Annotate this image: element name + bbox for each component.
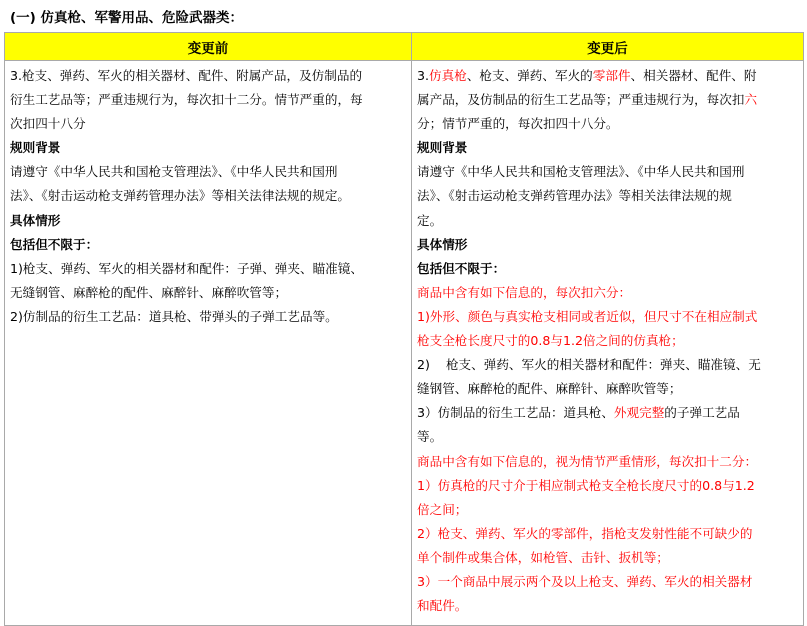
before-rule-line: 次扣四十八分 bbox=[10, 116, 86, 132]
before-cell bbox=[5, 61, 412, 626]
comparison-table bbox=[4, 32, 804, 626]
six-point-item-line bbox=[417, 401, 798, 425]
after-background-line: 法》、《射击运动枪支弹药管理办法》等相关法律法规的规 bbox=[417, 188, 732, 204]
after-situation-heading: 具体情形 bbox=[417, 236, 468, 252]
serious-item-line: 单个制件或集合体，如枪管、击针、扳机等； bbox=[417, 549, 669, 565]
after-cell bbox=[412, 61, 804, 626]
six-point-item-line: 1)外形、颜色与真实枪支相同或者近似，但尺寸不在相应制式 bbox=[417, 308, 758, 324]
highlight-text: 仿真枪 bbox=[429, 68, 467, 83]
before-rule-line: 衍生工艺品等；严重违规行为，每次扣十二分。情节严重的，每 bbox=[10, 92, 363, 108]
after-rule-line: 分；情节严重的，每次扣四十八分。 bbox=[417, 116, 619, 132]
before-item-line: 2)仿制品的衍生工艺品：道具枪、带弹头的子弹工艺品等。 bbox=[10, 308, 338, 324]
serious-heading: 商品中含有如下信息的，视为情节严重情形，每次扣十二分： bbox=[417, 453, 758, 469]
table-header-row bbox=[5, 33, 804, 61]
header-after: 变更后 bbox=[412, 33, 804, 61]
six-point-item-line: 缝钢管、麻醉枪的配件、麻醉针、麻醉吹管等； bbox=[417, 381, 682, 397]
before-item-line: 无缝钢管、麻醉枪的配件、麻醉针、麻醉吹管等； bbox=[10, 284, 288, 300]
serious-item-line: 和配件。 bbox=[417, 598, 468, 614]
highlight-text: 零部件 bbox=[592, 68, 631, 83]
after-background-line: 定。 bbox=[417, 212, 443, 228]
serious-item-line: 1）仿真枪的尺寸介于相应制式枪支全枪长度尺寸的0.8与1.2 bbox=[417, 477, 755, 493]
section-title: (一) 仿真枪、军警用品、危险武器类： bbox=[10, 10, 244, 26]
six-point-heading: 商品中含有如下信息的，每次扣六分： bbox=[417, 284, 632, 300]
before-background-line: 法》、《射击运动枪支弹药管理办法》等相关法律法规的规定。 bbox=[10, 188, 351, 204]
before-background-heading: 规则背景 bbox=[10, 140, 61, 156]
after-rule-line bbox=[417, 64, 798, 88]
text-span: 属产品，及仿制品的衍生工艺品等；严重违规行为，每次扣 bbox=[417, 92, 745, 108]
after-includes-heading: 包括但不限于： bbox=[417, 260, 506, 276]
after-background-heading: 规则背景 bbox=[417, 140, 468, 156]
before-background-line: 请遵守《中华人民共和国枪支管理法》、《中华人民共和国刑 bbox=[10, 164, 338, 180]
before-rule-line: 3.枪支、弹药、军火的相关器材、配件、附属产品，及仿制品的 bbox=[10, 68, 363, 83]
before-includes-heading: 包括但不限于： bbox=[10, 236, 99, 252]
serious-item-line: 3）一个商品中展示两个及以上枪支、弹药、军火的相关器材 bbox=[417, 573, 753, 589]
highlight-text: 六 bbox=[744, 92, 758, 108]
after-background-line: 请遵守《中华人民共和国枪支管理法》、《中华人民共和国刑 bbox=[417, 164, 745, 180]
text-span: 3）仿制品的衍生工艺品：道具枪、 bbox=[417, 405, 614, 421]
header-before: 变更前 bbox=[5, 33, 412, 61]
highlight-text: 外观完整 bbox=[613, 405, 665, 421]
before-item-line: 1)枪支、弹药、军火的相关器材和配件：子弹、弹夹、瞄准镜、 bbox=[10, 260, 363, 276]
text-span: 3. bbox=[417, 68, 430, 83]
text-span: 的子弹工艺品 bbox=[664, 405, 740, 421]
after-rule-line bbox=[417, 88, 798, 112]
text-span: 、枪支、弹药、军火的 bbox=[466, 68, 593, 83]
before-situation-heading: 具体情形 bbox=[10, 212, 61, 228]
serious-item-line: 2）枪支、弹药、军火的零部件，指枪支发射性能不可缺少的 bbox=[417, 525, 753, 541]
six-point-item-line: 2) 枪支、弹药、军火的相关器材和配件：弹夹、瞄准镜、无 bbox=[417, 357, 761, 373]
serious-item-line: 倍之间； bbox=[417, 501, 468, 517]
six-point-item-line: 等。 bbox=[417, 429, 443, 445]
text-span: 、相关器材、配件、附 bbox=[630, 68, 757, 83]
table-row bbox=[5, 61, 804, 626]
six-point-item-line: 枪支全枪长度尺寸的0.8与1.2倍之间的仿真枪； bbox=[417, 333, 684, 349]
